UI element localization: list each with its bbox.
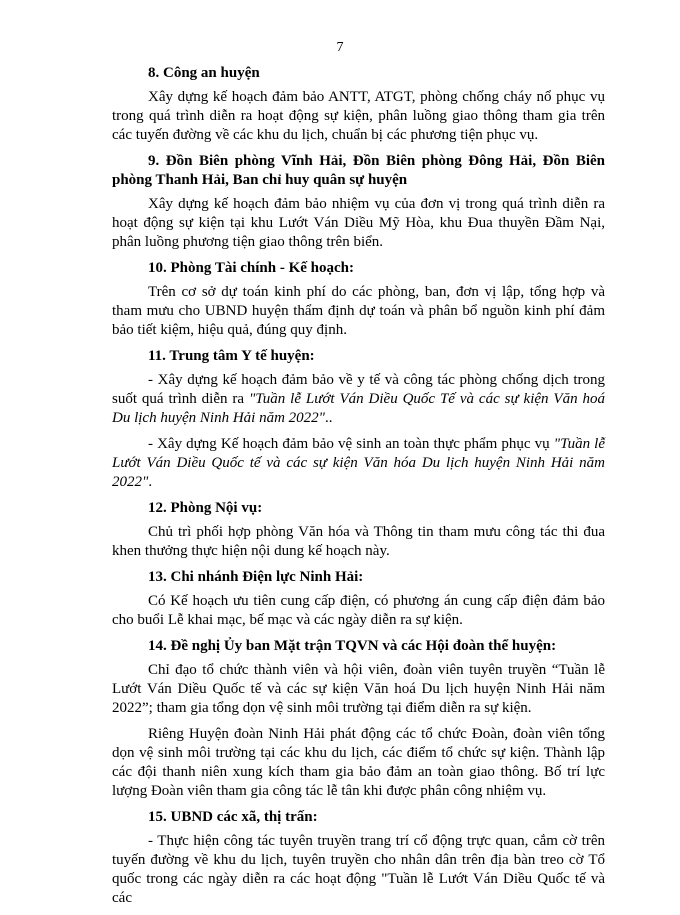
document-body	[112, 64, 605, 915]
paragraph-text: Có Kế hoạch ưu tiên cung cấp điện, có phương án cung cấp điện đảm bảo cho buổi Lễ khai mạc, bế mạc và các ngày diễn ra sự kiện.	[112, 593, 605, 628]
paragraph-text: ..	[324, 410, 333, 426]
paragraph-text: - Thực hiện công tác tuyên truyền trang trí cổ động trực quan, cắm cờ trên tuyến đường về khu du lịch, tuyên truyền cho nhân dân trên địa bàn treo cờ Tổ quốc trong các ngày diễn ra các hoạt động "Tuần lễ Lướt Ván Diều Quốc tế và các	[112, 833, 605, 906]
section-paragraph	[112, 435, 605, 492]
section-paragraph	[112, 832, 605, 908]
paragraph-text: Chủ trì phối hợp phòng Văn hóa và Thông tin tham mưu công tác thi đua khen thưởng thực hiện nội dung kế hoạch này.	[112, 524, 605, 559]
paragraph-text: - Xây dựng Kế hoạch đảm bảo vệ sinh an toàn thực phẩm phục vụ	[148, 436, 554, 452]
section-heading: 13. Chi nhánh Điện lực Ninh Hải:	[148, 569, 364, 585]
italic-event-title: "Tuần lễ Lướt Ván Diều Quốc Tế và các sự kiện Văn hoá Du lịch huyện Ninh Hải năm 2022"	[112, 391, 605, 426]
paragraph-text: .	[148, 474, 153, 490]
section-heading: 9. Đồn Biên phòng Vĩnh Hải, Đồn Biên phòng Đông Hải, Đồn Biên phòng Thanh Hải, Ban chỉ huy quân sự huyện	[112, 153, 605, 188]
paragraph-text: Xây dựng kế hoạch đảm bảo nhiệm vụ của đơn vị trong quá trình diễn ra hoạt động sự kiện tại khu Lướt Ván Diều Mỹ Hòa, khu Đua thuyền Đầm Nại, phân luồng phương tiện giao thông trên biển.	[112, 196, 605, 250]
section-heading: 8. Công an huyện	[148, 65, 260, 81]
section-paragraph	[112, 725, 605, 801]
section-paragraph	[112, 592, 605, 630]
paragraph-text: - Xây dựng kế hoạch đảm bảo về y tế và công tác phòng chống dịch trong suốt quá trình diễn ra	[112, 372, 605, 407]
section-heading: 14. Đề nghị Ủy ban Mặt trận TQVN và các Hội đoàn thể huyện:	[148, 638, 557, 654]
section-heading: 11. Trung tâm Y tế huyện:	[148, 348, 315, 364]
paragraph-text: Chỉ đạo tổ chức thành viên và hội viên, đoàn viên tuyên truyền “Tuần lễ Lướt Ván Diều Quốc tế và các sự kiện Văn hoá Du lịch huyện Ninh Hải năm 2022”; tham gia tổng dọn vệ sinh môi trường tại điểm diễn ra sự kiện.	[112, 662, 605, 716]
section-paragraph	[112, 88, 605, 145]
section-paragraph	[112, 661, 605, 718]
section-heading: 15. UBND các xã, thị trấn:	[148, 809, 318, 825]
section-heading: 12. Phòng Nội vụ:	[148, 500, 263, 516]
paragraph-text: Xây dựng kế hoạch đảm bảo ANTT, ATGT, phòng chống cháy nổ phục vụ trong quá trình diễn ra hoạt động sự kiện, phân luồng giao thông tham gia trên các tuyến đường về các khu du lịch, chuẩn bị các phương tiện phục vụ.	[112, 89, 605, 143]
section-paragraph	[112, 371, 605, 428]
section-heading: 10. Phòng Tài chính - Kế hoạch:	[148, 260, 355, 276]
section-paragraph	[112, 283, 605, 340]
paragraph-text: Trên cơ sở dự toán kinh phí do các phòng, ban, đơn vị lập, tổng hợp và tham mưu cho UBND huyện thẩm định dự toán và phân bổ nguồn kinh phí đảm bảo tiết kiệm, hiệu quả, đúng quy định.	[112, 284, 605, 338]
paragraph-text: Riêng Huyện đoàn Ninh Hải phát động các tổ chức Đoàn, đoàn viên tổng dọn vệ sinh môi trường tại các khu du lịch, các điểm tổ chức sự kiện. Thành lập các đội thanh niên xung kích tham gia bảo đảm an toàn giao thông. Bố trí lực lượng Đoàn viên tham gia công tác lễ tân khi được phân công nhiệm vụ.	[112, 726, 605, 799]
section-paragraph	[112, 195, 605, 252]
section-paragraph	[112, 523, 605, 561]
italic-event-title: "Tuần lễ Lướt Ván Diều Quốc tế và các sự kiện Văn hóa Du lịch huyện Ninh Hải năm 2022"	[112, 436, 605, 490]
page-number: 7	[336, 40, 344, 55]
